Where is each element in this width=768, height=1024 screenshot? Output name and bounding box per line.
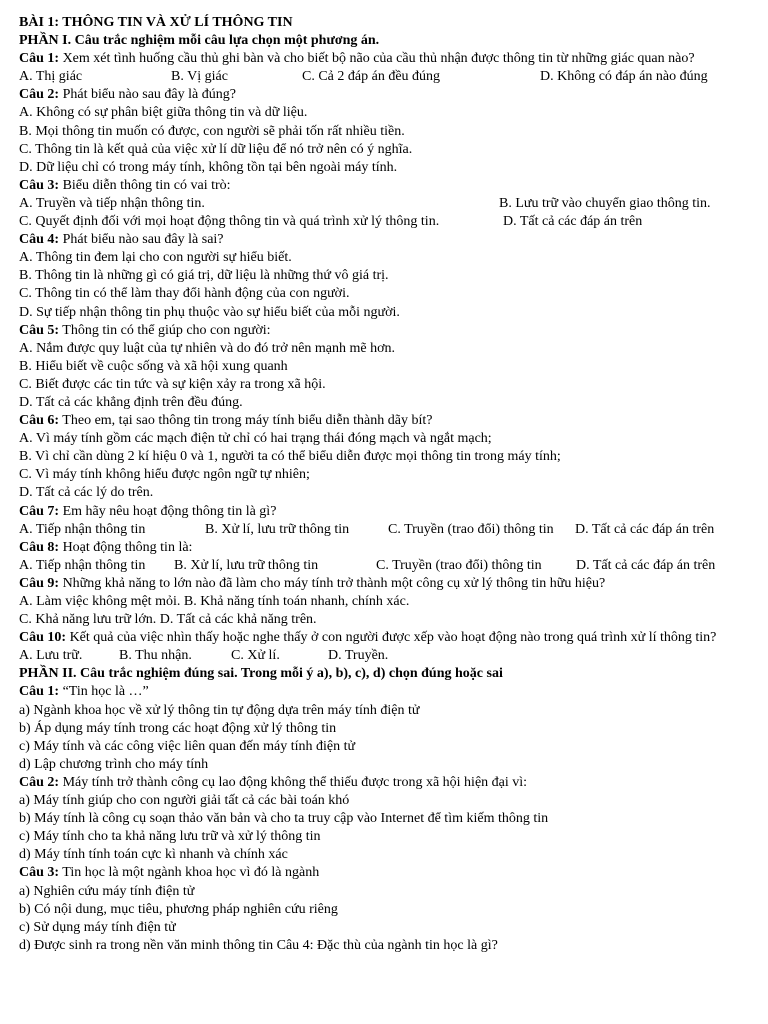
question-4: Câu 4: Phát biểu nào sau đây là sai? (19, 232, 224, 248)
q3-option-b: B. Lưu trữ vào chuyển giao thông tin. (499, 195, 711, 211)
question-8-options (19, 557, 749, 575)
question-3-options-ab (19, 195, 749, 213)
question-9: Câu 9: Những khả năng to lớn nào đã làm cho máy tính trở thành một công cụ xử lý thông tin hữu hiệu? (19, 575, 606, 591)
question-8: Câu 8: Hoạt động thông tin là: (19, 539, 193, 555)
lesson-title: BÀI 1: THÔNG TIN VÀ XỬ LÍ THÔNG TIN (19, 15, 293, 30)
p2q2-statement-d: d) Máy tính tính toán cực kì nhanh và chính xác (19, 847, 288, 863)
question-5: Câu 5: Thông tin có thể giúp cho con người: (19, 322, 271, 338)
q8-option-b: B. Xử lí, lưu trữ thông tin (174, 557, 319, 573)
q7-option-d: D. Tất cả các đáp án trên (575, 521, 715, 537)
q3-option-a: A. Truyền và tiếp nhận thông tin. (19, 195, 205, 211)
part2-question-1: Câu 1: “Tin học là …” (19, 684, 149, 700)
question-7-options (19, 521, 749, 539)
q6-option-c: C. Vì máy tính không hiểu được ngôn ngữ tự nhiên; (19, 467, 310, 483)
q5-option-a: A. Nắm được quy luật của tự nhiên và do đó trở nên mạnh mẽ hơn. (19, 340, 396, 356)
part2-question-3: Câu 3: Tin học là một ngành khoa học vì đó là ngành (19, 865, 320, 881)
q6-option-d: D. Tất cả các lý do trên. (19, 485, 154, 501)
question-6: Câu 6: Theo em, tại sao thông tin trong máy tính biểu diễn thành dãy bít? (19, 413, 433, 429)
q4-option-d: D. Sự tiếp nhận thông tin phụ thuộc vào sự hiểu biết của mỗi người. (19, 304, 400, 320)
question-7: Câu 7: Em hãy nêu hoạt động thông tin là gì? (19, 503, 277, 519)
part2-question-2: Câu 2: Máy tính trở thành công cụ lao động không thể thiếu được trong xã hội hiện đại vì: (19, 774, 528, 790)
question-3: Câu 3: Biểu diễn thông tin có vai trò: (19, 177, 231, 193)
p2q1-statement-d: d) Lập chương trình cho máy tính (19, 756, 209, 772)
q1-option-c: C. Cả 2 đáp án đều đúng (302, 69, 441, 85)
q2-option-b: B. Mọi thông tin muốn có được, con người sẽ phải tốn rất nhiều tiền. (19, 123, 405, 139)
p2q1-statement-b: b) Áp dụng máy tính trong các hoạt động xử lý thông tin (19, 720, 337, 736)
p2q3-statement-b: b) Có nội dung, mục tiêu, phương pháp nghiên cứu riêng (19, 901, 338, 917)
q7-option-a: A. Tiếp nhận thông tin (19, 521, 146, 537)
question-2: Câu 2: Phát biểu nào sau đây là đúng? (19, 87, 236, 103)
q9-options-ab: A. Làm việc không mệt mỏi. B. Khả năng tính toán nhanh, chính xác. (19, 594, 410, 609)
p2q1-statement-c: c) Máy tính và các công việc liên quan đến máy tính điện tử (19, 738, 356, 754)
p2q2-statement-b: b) Máy tính là công cụ soạn thảo văn bản và cho ta truy cập vào Internet để tìm kiếm thông tin (19, 811, 549, 827)
q8-option-c: C. Truyền (trao đổi) thông tin (376, 557, 542, 573)
question-1: Câu 1: Xem xét tình huống cầu thủ ghi bàn và cho biết bộ não của cầu thủ nhận được thông tin từ những giác quan nào? (19, 51, 695, 67)
p2q3-statement-c: c) Sử dụng máy tính điện tử (19, 919, 176, 935)
part-2-heading: PHẦN II. Câu trắc nghiệm đúng sai. Trong mỗi ý a), b), c), d) chọn đúng hoặc sai (19, 666, 503, 682)
q9-options-cd: C. Khả năng lưu trữ lớn. D. Tất cả các khả năng trên. (19, 612, 317, 628)
q8-option-a: A. Tiếp nhận thông tin (19, 557, 146, 573)
q10-option-c: C. Xử lí. (231, 648, 280, 664)
p2q3-statement-d: d) Được sinh ra trong nền văn minh thông tin Câu 4: Đặc thù của ngành tin học là gì? (19, 937, 498, 953)
q2-option-a: A. Không có sự phân biệt giữa thông tin và dữ liệu. (19, 105, 308, 121)
q5-option-b: B. Hiểu biết về cuộc sống và xã hội xung quanh (19, 358, 288, 374)
q10-option-d: D. Truyền. (328, 648, 389, 664)
q10-option-b: B. Thu nhận. (119, 648, 192, 664)
q4-option-b: B. Thông tin là những gì có giá trị, dữ liệu là những thứ vô giá trị. (19, 268, 389, 284)
q3-option-d: D. Tất cả các đáp án trên (503, 214, 643, 230)
p2q2-statement-a: a) Máy tính giúp cho con người giải tất cả các bài toán khó (19, 793, 350, 809)
part-1-heading: PHẦN I. Câu trắc nghiệm mỗi câu lựa chọn một phương án. (19, 33, 380, 49)
p2q3-statement-a: a) Nghiên cứu máy tính điện tử (19, 883, 195, 899)
q1-option-a: A. Thị giác (19, 69, 83, 85)
q6-option-a: A. Vì máy tính gồm các mạch điện tử chỉ có hai trạng thái đóng mạch và ngắt mạch; (19, 431, 492, 447)
question-10: Câu 10: Kết quả của việc nhìn thấy hoặc nghe thấy ở con người được xếp vào hoạt động nào trong quá trình xử lí thông tin? (19, 630, 717, 646)
q2-option-c: C. Thông tin là kết quả của việc xử lí dữ liệu để nó trở nên có ý nghĩa. (19, 141, 413, 157)
q7-option-c: C. Truyền (trao đổi) thông tin (388, 521, 554, 537)
q7-option-b: B. Xử lí, lưu trữ thông tin (205, 521, 350, 537)
q10-option-a: A. Lưu trữ. (19, 648, 83, 664)
question-3-options-cd (19, 213, 749, 231)
q1-option-b: B. Vị giác (171, 69, 228, 85)
q8-option-d: D. Tất cả các đáp án trên (576, 557, 716, 573)
q4-option-c: C. Thông tin có thể làm thay đổi hành động của con người. (19, 286, 350, 302)
q2-option-d: D. Dữ liệu chỉ có trong máy tính, không tồn tại bên ngoài máy tính. (19, 159, 398, 175)
p2q2-statement-c: c) Máy tính cho ta khả năng lưu trữ và xử lý thông tin (19, 829, 321, 845)
q5-option-d: D. Tất cả các khẳng định trên đều đúng. (19, 394, 243, 410)
p2q1-statement-a: a) Ngành khoa học về xử lý thông tin tự động dựa trên máy tính điện tử (19, 702, 420, 718)
q3-option-c: C. Quyết định đối với mọi hoạt động thông tin và quá trình xử lý thông tin. (19, 214, 440, 230)
q6-option-b: B. Vì chỉ cần dùng 2 kí hiệu 0 và 1, người ta có thể biểu diễn được mọi thông tin trong máy tính; (19, 449, 561, 465)
q1-option-d: D. Không có đáp án nào đúng (540, 69, 708, 85)
question-10-options (19, 647, 749, 665)
question-1-options (19, 68, 749, 86)
q4-option-a: A. Thông tin đem lại cho con người sự hiểu biết. (19, 250, 292, 266)
q5-option-c: C. Biết được các tin tức và sự kiện xảy ra trong xã hội. (19, 376, 326, 392)
